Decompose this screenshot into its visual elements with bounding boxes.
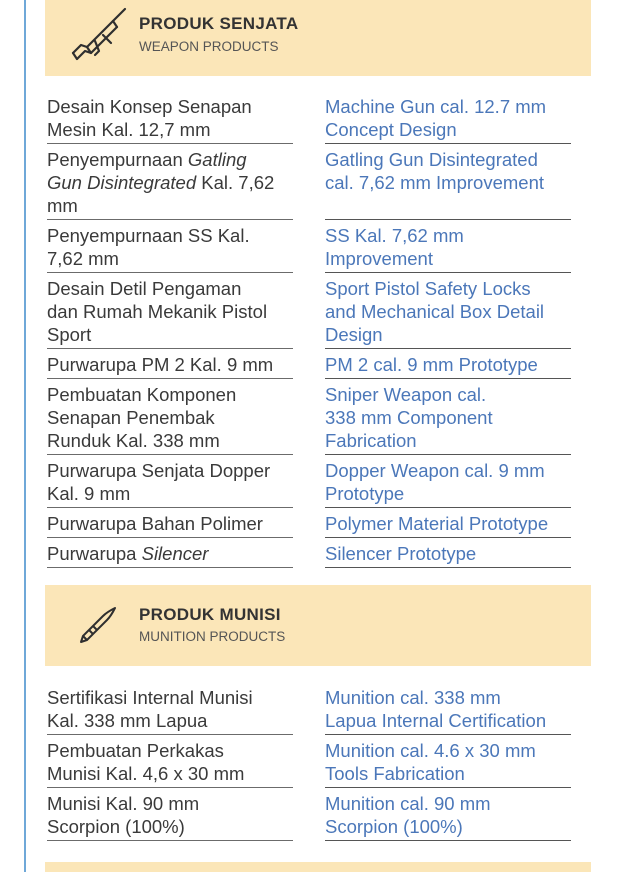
weapon-row-indonesian — [47, 146, 293, 220]
weapon-row-english-text: PM 2 cal. 9 mm Prototype — [325, 354, 538, 375]
weapon-row-indonesian-text: Desain Detil Pengaman dan Rumah Mekanik Pistol Sport — [47, 278, 268, 345]
weapon-row-indonesian-text: Purwarupa PM 2 Kal. 9 mm — [47, 354, 274, 375]
weapon-row-indonesian-text: Purwarupa Bahan Polimer — [47, 513, 263, 534]
munition-row-english — [325, 790, 571, 841]
munition-row-english-text: Munition cal. 338 mm Lapua Internal Certification — [325, 687, 547, 731]
munition-section-header — [45, 585, 591, 666]
munition-row-indonesian — [47, 684, 293, 735]
weapon-row-english — [325, 381, 571, 455]
weapon-section-header — [45, 0, 591, 76]
weapon-row-english — [325, 510, 571, 538]
munition-row-indonesian-text: Pembuatan Perkakas Munisi Kal. 4,6 x 30 mm — [47, 740, 245, 784]
weapon-row-indonesian — [47, 275, 293, 349]
weapon-row-english-text: Dopper Weapon cal. 9 mm Prototype — [325, 460, 545, 504]
munition-section-title: PRODUK MUNISI — [139, 605, 281, 624]
weapon-section-title: PRODUK SENJATA — [139, 14, 299, 33]
munition-row-english-text: Munition cal. 4.6 x 30 mm Tools Fabrication — [325, 740, 536, 784]
munition-row-english-text: Munition cal. 90 mm Scorpion (100%) — [325, 793, 491, 837]
munition-row-indonesian-text: Munisi Kal. 90 mm Scorpion (100%) — [47, 793, 200, 837]
rifle-icon — [67, 3, 131, 67]
weapon-row-english-text: Polymer Material Prototype — [325, 513, 549, 534]
weapon-row-english-text: Sniper Weapon cal. 338 mm Component Fabrication — [325, 384, 493, 451]
weapon-row-english — [325, 275, 571, 349]
munition-section-subtitle: MUNITION PRODUCTS — [139, 629, 286, 644]
page-left-rule — [24, 0, 26, 872]
weapon-row-indonesian-text: Pembuatan Komponen Senapan Penembak Runduk Kal. 338 mm — [47, 384, 237, 451]
weapon-row-indonesian — [47, 540, 293, 568]
weapon-row-indonesian — [47, 381, 293, 455]
weapon-row-indonesian — [47, 351, 293, 379]
weapon-row-indonesian-text: Desain Konsep Senapan Mesin Kal. 12,7 mm — [47, 96, 252, 140]
munition-row-english — [325, 684, 571, 735]
munition-row-indonesian-text: Sertifikasi Internal Munisi Kal. 338 mm Lapua — [47, 687, 253, 731]
munition-row-indonesian — [47, 790, 293, 841]
weapon-row-indonesian — [47, 222, 293, 273]
weapon-row-indonesian-text: Purwarupa Silencer — [47, 543, 209, 564]
next-section-header-edge — [45, 862, 591, 872]
weapon-row-english-text: Machine Gun cal. 12.7 mm Concept Design — [325, 96, 547, 140]
weapon-row-english — [325, 222, 571, 273]
munition-row-english — [325, 737, 571, 788]
weapon-row-english-text: SS Kal. 7,62 mm Improvement — [325, 225, 464, 269]
weapon-row-english-text: Gatling Gun Disintegrated cal. 7,62 mm Improvement — [325, 149, 544, 193]
weapon-row-indonesian — [47, 93, 293, 144]
weapon-row-english — [325, 351, 571, 379]
weapon-row-indonesian-text: Purwarupa Senjata Dopper Kal. 9 mm — [47, 460, 271, 504]
weapon-row-indonesian — [47, 457, 293, 508]
weapon-row-english — [325, 457, 571, 508]
weapon-row-indonesian-text: Penyempurnaan Gatling Gun Disintegrated Kal. 7,62 mm — [47, 149, 275, 216]
bullet-icon — [79, 604, 119, 644]
munition-row-indonesian — [47, 737, 293, 788]
weapon-row-indonesian — [47, 510, 293, 538]
weapon-row-english — [325, 93, 571, 144]
weapon-row-english-text: Silencer Prototype — [325, 543, 477, 564]
weapon-section-subtitle: WEAPON PRODUCTS — [139, 39, 279, 54]
weapon-row-english — [325, 146, 571, 220]
weapon-row-english-text: Sport Pistol Safety Locks and Mechanical Box Detail Design — [325, 278, 545, 345]
weapon-row-indonesian-text: Penyempurnaan SS Kal. 7,62 mm — [47, 225, 250, 269]
weapon-row-english — [325, 540, 571, 568]
